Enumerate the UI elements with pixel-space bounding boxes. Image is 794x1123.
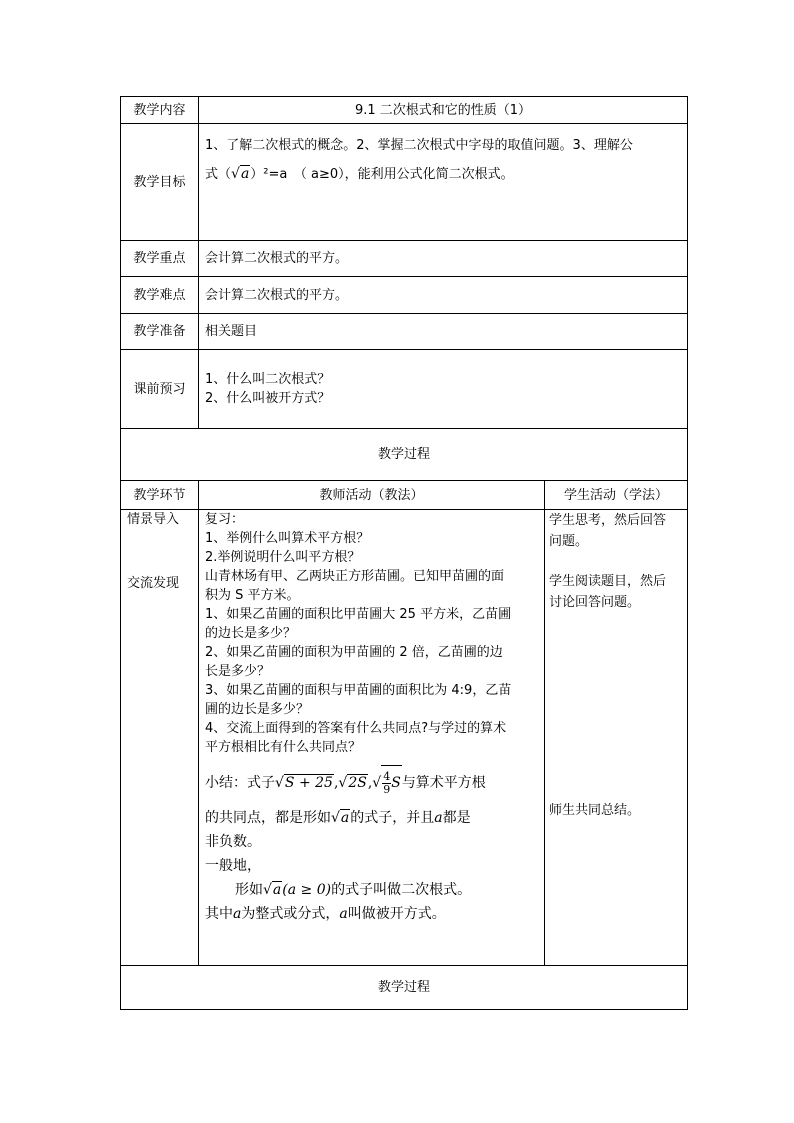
value-prep: 相关题目 (199, 314, 688, 350)
summary-num: 4 (383, 769, 391, 783)
last-var2: a (339, 906, 348, 922)
teacher-l9: 长是多少？ (205, 664, 271, 679)
last-var1: a (233, 906, 242, 922)
value-key: 会计算二次根式的平方。 (199, 241, 688, 277)
stage-1: 情景导入 (127, 512, 180, 527)
teacher-l10: 3、如果乙苗圃的面积与甲苗圃的面积比为 4:9，乙苗 (205, 683, 512, 698)
teacher-l3: 2.举例说明什么叫平方根？ (205, 550, 361, 565)
summary-pre: 小结：式子 (205, 775, 275, 791)
label-content: 教学内容 (121, 97, 199, 124)
summary2-post: 都是 (442, 810, 471, 826)
definition-root-arg: a (272, 882, 282, 898)
last-post: 叫做被开方式。 (347, 906, 446, 922)
last-mid: 为整式或分式， (241, 906, 340, 922)
student-a3: 学生阅读题目，然后 (549, 574, 667, 589)
goal-sqrt: √a (231, 166, 250, 182)
summary2-root: √a (331, 810, 350, 826)
summary-root2: √2S (338, 775, 367, 791)
summary-var: S (391, 775, 401, 791)
label-key: 教学重点 (121, 241, 199, 277)
general-line: 一般地， (205, 858, 261, 874)
definition-cond: (a ≥ 0) (282, 882, 332, 898)
row-footer-header (121, 966, 688, 1010)
teacher-l8: 2、如果乙苗圃的面积为甲苗圃的 2 倍，乙苗圃的边 (205, 645, 503, 660)
summary-line3: 非负数。 (205, 834, 261, 850)
row-process-body (121, 510, 688, 966)
summary-root1: √S + 25 (275, 775, 333, 791)
row-preview (121, 350, 688, 429)
value-difficulty: 会计算二次根式的平方。 (199, 277, 688, 314)
label-preview: 课前预习 (121, 350, 199, 429)
stage-2: 交流发现 (127, 576, 180, 591)
teacher-l12: 4、交流上面得到的答案有什么共同点?与学过的算术 (205, 721, 507, 736)
col-stage: 教学环节 (121, 481, 199, 510)
process-header: 教学过程 (121, 429, 688, 481)
row-process-header (121, 429, 688, 481)
row-key (121, 241, 688, 277)
row-difficulty (121, 277, 688, 314)
student-a5: 师生共同总结。 (549, 803, 641, 818)
preview-q2: 2、什么叫被开方式？ (205, 391, 331, 406)
summary-line1: 小结：式子√S + 25,√2S,√ $\frac{4}{9}$ S与算术平方根 (205, 765, 538, 800)
summary2-mid: 的式子，并且 (350, 810, 435, 826)
value-preview (199, 350, 688, 429)
row-columns (121, 481, 688, 510)
label-goal: 教学目标 (121, 124, 199, 241)
student-a4: 讨论回答问题。 (549, 595, 641, 610)
summary-root2-arg: 2S (348, 775, 367, 791)
row-content (121, 97, 688, 124)
row-prep (121, 314, 688, 350)
definition-post: 的式子叫做二次根式。 (331, 882, 472, 898)
teacher-l11: 圃的边长是多少？ (205, 702, 310, 717)
definition-root: √a (263, 882, 282, 898)
summary2-pre: 的共同点，都是形如 (205, 810, 331, 826)
summary-den: 9 (383, 782, 391, 796)
goal-line1: 1、了解二次根式的概念。2、掌握二次根式中字母的取值问题。3、理解公 (205, 138, 633, 153)
goal-line2 (205, 160, 681, 189)
student-a2: 问题。 (549, 534, 589, 549)
summary-fraction (382, 771, 391, 796)
teacher-l6: 1、如果乙苗圃的面积比甲苗圃大 25 平方米，乙苗圃 (205, 607, 512, 622)
goal-line2-post: ）²=a （ a≥0），能利用公式化简二次根式。 (250, 167, 514, 182)
summary-root1-arg: S + 25 (284, 775, 333, 791)
preview-q1: 1、什么叫二次根式？ (205, 372, 331, 387)
student-a1: 学生思考，然后回答 (549, 513, 667, 528)
teacher-l1: 复习： (205, 512, 245, 527)
value-content: 9.1 二次根式和它的性质（1） (199, 97, 688, 124)
row-goal (121, 124, 688, 241)
last-line (205, 902, 538, 926)
col-teacher: 教师活动（教法） (199, 481, 545, 510)
summary2-root-arg: a (340, 810, 350, 826)
teacher-l13: 平方根相比有什么共同点？ (205, 740, 362, 755)
teacher-l7: 的边长是多少？ (205, 626, 297, 641)
teacher-l2: 1、举例什么叫算术平方根？ (205, 531, 370, 546)
stage-cell (121, 510, 199, 966)
goal-sqrt-var: a (240, 166, 250, 182)
definition-line (205, 878, 538, 902)
label-prep: 教学准备 (121, 314, 199, 350)
teacher-l5: 积为 S 平方米。 (205, 588, 300, 603)
goal-line2-pre: 式（ (205, 167, 232, 182)
col-student: 学生活动（学法） (545, 481, 688, 510)
definition-pre: 形如 (235, 882, 263, 898)
student-cell (545, 510, 688, 966)
teacher-l4: 山青林场有甲、乙两块正方形苗圃。已知甲苗圃的面 (205, 569, 505, 584)
value-goal (199, 124, 688, 241)
teacher-cell (199, 510, 545, 966)
summary-post: 与算术平方根 (401, 775, 486, 791)
footer-header: 教学过程 (121, 966, 688, 1010)
summary-line2 (205, 806, 538, 830)
label-difficulty: 教学难点 (121, 277, 199, 314)
summary2-var: a (434, 810, 443, 826)
last-pre: 其中 (205, 906, 233, 922)
lesson-plan-table (120, 96, 688, 1010)
summary-root3: √ $\frac{4}{9}$ S (372, 775, 402, 791)
